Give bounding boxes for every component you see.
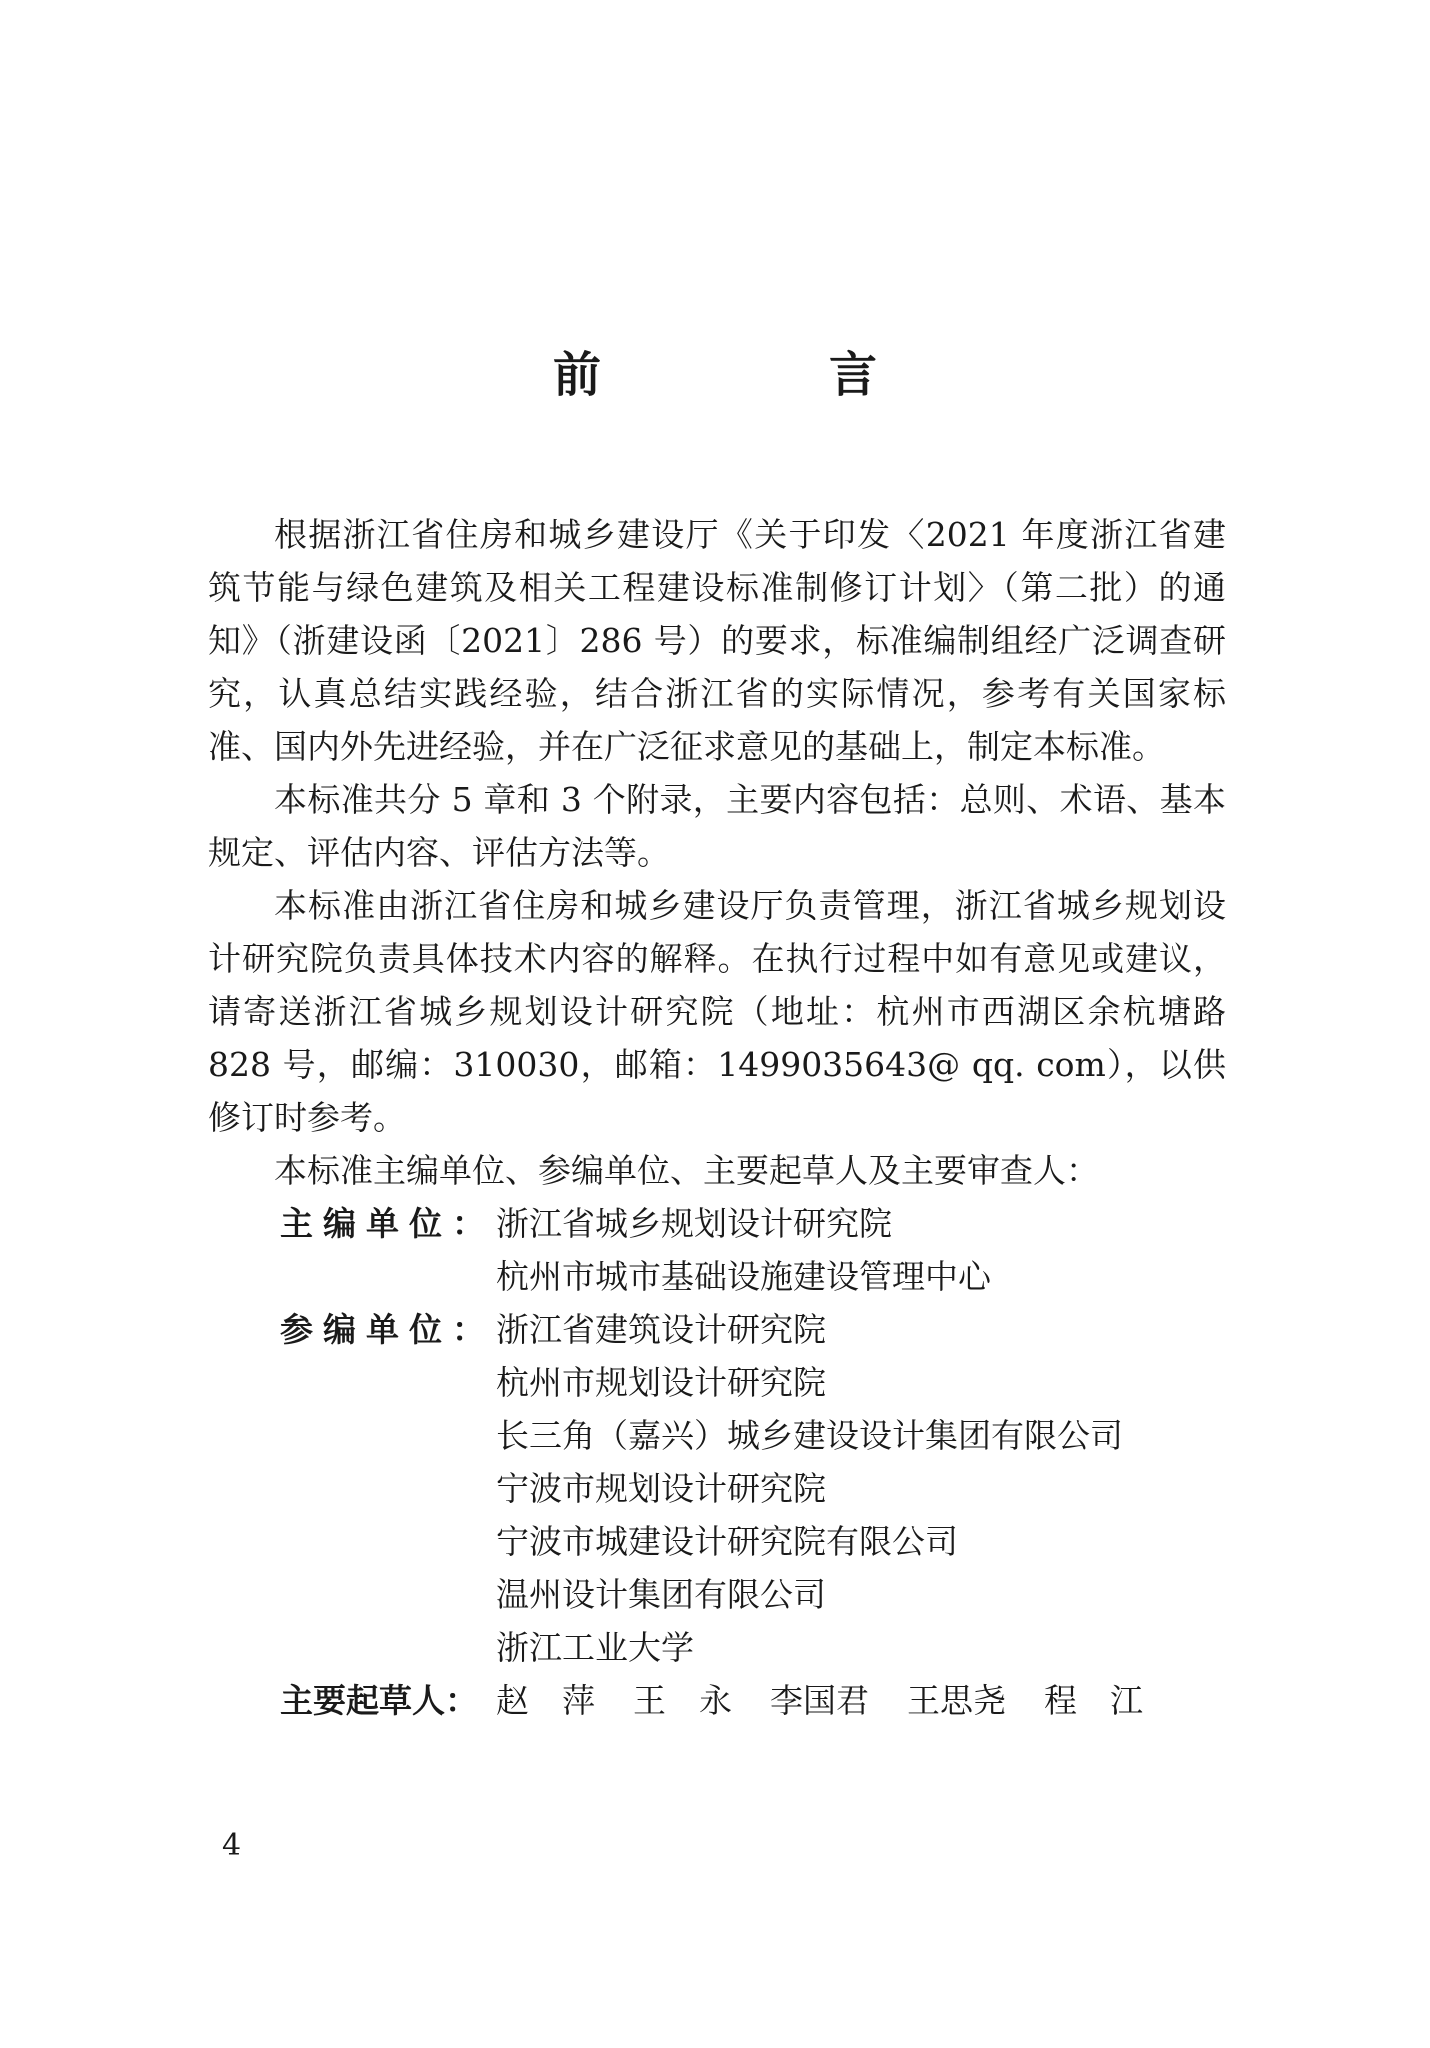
drafter-name: 程 江 — [1044, 1681, 1143, 1720]
drafters-row — [208, 1674, 1226, 1727]
chief-units-label: 主编单位： — [280, 1204, 495, 1243]
drafter-name: 王思尧 — [907, 1681, 1006, 1720]
paragraph-management: 本标准由浙江省住房和城乡建设厅负责管理，浙江省城乡规划设计研究院负责具体技术内容的解释。在执行过程中如有意见或建议，请寄送浙江省城乡规划设计研究院（地址：杭州市西湖区余杭塘路 828 号，邮编：310030，邮箱：1499035643@ qq. com），以供修订时参考。 — [208, 886, 1226, 1137]
paragraph-contents: 本标准共分 5 章和 3 个附录，主要内容包括：总则、术语、基本规定、评估内容、评估方法等。 — [208, 780, 1226, 872]
chief-units-row — [208, 1197, 1226, 1303]
participating-units-row — [208, 1303, 1226, 1674]
participating-units-list — [496, 1303, 1226, 1674]
list-item: 浙江工业大学 — [496, 1628, 694, 1667]
participating-units-label: 参编单位： — [280, 1310, 495, 1349]
list-item: 杭州市城市基础设施建设管理中心 — [496, 1257, 991, 1296]
list-item: 宁波市规划设计研究院 — [496, 1469, 826, 1508]
page-title: 前 言 — [552, 347, 967, 403]
list-item: 杭州市规划设计研究院 — [496, 1363, 826, 1402]
paragraph-units-intro: 本标准主编单位、参编单位、主要起草人及主要审查人： — [274, 1151, 1099, 1190]
list-item: 温州设计集团有限公司 — [496, 1575, 826, 1614]
list-item: 长三角（嘉兴）城乡建设设计集团有限公司 — [496, 1416, 1123, 1455]
chief-units-list — [496, 1197, 1226, 1303]
paragraph-basis: 根据浙江省住房和城乡建设厅《关于印发〈2021 年度浙江省建筑节能与绿色建筑及相关工程建设标准制修订计划〉（第二批）的通知》（浙建设函〔2021〕286 号）的要求，标准编制组经广泛调查研究，认真总结实践经验，结合浙江省的实际情况，参考有关国家标准、国内外先进经验，并在广泛征求意见的基础上，制定本标准。 — [208, 515, 1226, 766]
drafters-list — [496, 1674, 1226, 1727]
drafter-name: 李国君 — [770, 1681, 869, 1720]
list-item: 宁波市城建设计研究院有限公司 — [496, 1522, 958, 1561]
list-item: 浙江省城乡规划设计研究院 — [496, 1204, 892, 1243]
preface-body — [208, 508, 1226, 1727]
page-number: 4 — [222, 1828, 242, 1863]
list-item: 浙江省建筑设计研究院 — [496, 1310, 826, 1349]
drafters-label: 主要起草人： — [280, 1681, 478, 1720]
drafter-name: 赵 萍 — [496, 1681, 595, 1720]
drafter-name: 王 永 — [633, 1681, 732, 1720]
